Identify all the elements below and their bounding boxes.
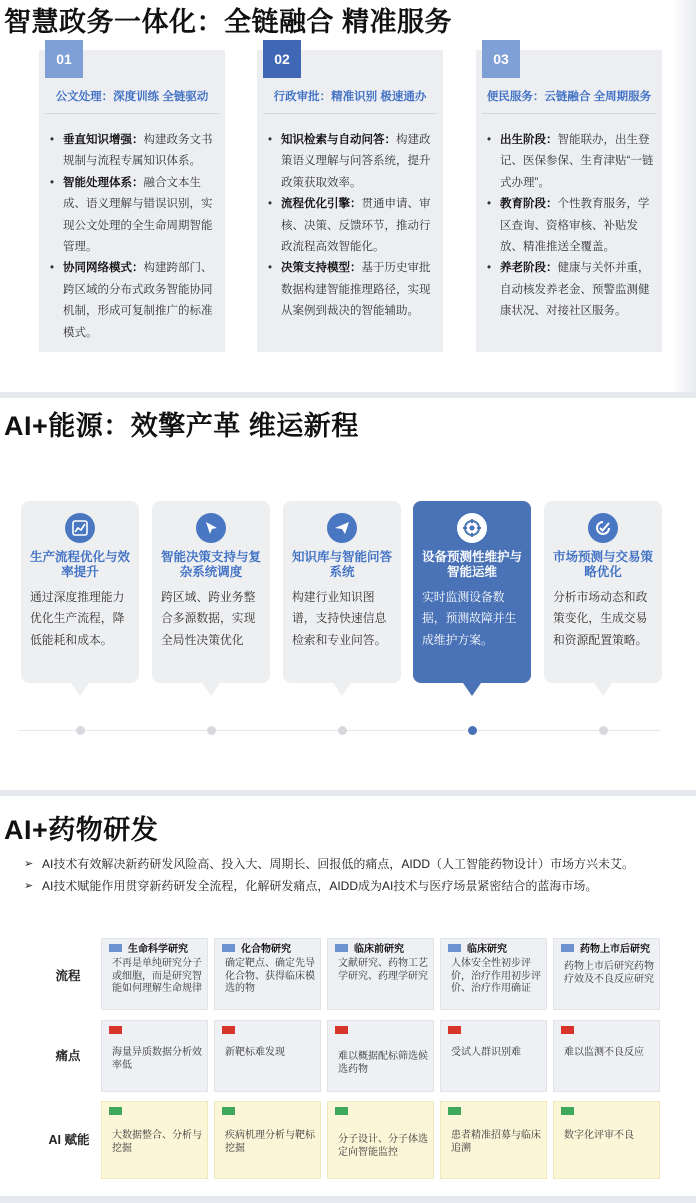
cell-text: 不再是单纯研究分子或细胞，而是研究智能如何理解生命规律 bbox=[112, 958, 202, 994]
timeline-dot[interactable] bbox=[76, 726, 85, 735]
timeline-dot-active[interactable] bbox=[468, 726, 477, 735]
cell-text: 数字化评审不良 bbox=[564, 1130, 634, 1141]
timeline-dot[interactable] bbox=[599, 726, 608, 735]
item-text: 贯通申请、审核、决策、反馈环节，推动行政流程高效智能化。 bbox=[281, 198, 431, 254]
ai-marker bbox=[561, 1107, 574, 1115]
drug-section bbox=[0, 796, 696, 1203]
list-item bbox=[50, 130, 217, 173]
ai-marker bbox=[222, 1107, 235, 1115]
item-text: 个性教育服务，学区查询、资格审核、补贴发放、精准推送全覆盖。 bbox=[500, 198, 650, 254]
pain-marker bbox=[335, 1026, 348, 1034]
table-cell-ai bbox=[327, 1101, 434, 1179]
pain-marker bbox=[561, 1026, 574, 1034]
stage-marker bbox=[448, 944, 461, 952]
table-cell-flow bbox=[101, 938, 208, 1010]
table-cell-pain bbox=[214, 1020, 321, 1092]
item-text: 融合文本生成、语义理解与错误识别，实现公文处理的全生命周期智能管理。 bbox=[63, 176, 213, 254]
card-title: 知识库与智能问答系统 bbox=[291, 550, 392, 579]
row-label-ai: AI 赋能 bbox=[48, 1133, 90, 1147]
card-number-badge: 02 bbox=[263, 40, 301, 78]
gauge-check-icon bbox=[588, 513, 618, 543]
cell-text: 药物上市后研究药物疗效及不良反应研究 bbox=[564, 961, 654, 985]
item-heading: 知识检索与自动问答： bbox=[281, 134, 396, 146]
energy-card-maintenance bbox=[413, 501, 531, 683]
item-text: 构建政策语义理解与问答系统，提升政策获取效率。 bbox=[281, 134, 431, 189]
divider bbox=[45, 113, 219, 114]
stage-marker bbox=[222, 944, 235, 952]
card-description: 实时监测设备数据，预测故障并生成维护方案。 bbox=[422, 590, 517, 647]
energy-section bbox=[0, 398, 696, 790]
timeline-dot[interactable] bbox=[207, 726, 216, 735]
card-title: 设备预测性维护与智能运维 bbox=[421, 550, 522, 579]
drug-section-title: AI+药物研发 bbox=[4, 815, 159, 845]
item-text: 基于历史审批数据构建智能推理路径，实现从案例到裁决的智能辅助。 bbox=[281, 262, 431, 318]
stage-marker bbox=[109, 944, 122, 952]
item-heading: 流程优化引擎： bbox=[281, 198, 362, 211]
pain-marker bbox=[448, 1026, 461, 1034]
divider bbox=[482, 113, 656, 114]
cell-text: 海量异质数据分析效率低 bbox=[112, 1047, 202, 1071]
gov-section-title: 智慧政务一体化：全链融合 精准服务 bbox=[4, 7, 453, 37]
ai-marker bbox=[109, 1107, 122, 1115]
table-cell-pain bbox=[101, 1020, 208, 1092]
list-item bbox=[487, 258, 654, 322]
timeline-dot[interactable] bbox=[338, 726, 347, 735]
divider bbox=[263, 113, 437, 114]
list-item bbox=[487, 194, 654, 258]
list-item bbox=[268, 194, 435, 258]
card-title: 市场预测与交易策略优化 bbox=[552, 550, 653, 579]
card-number-badge: 01 bbox=[45, 40, 83, 78]
card-pointer bbox=[463, 683, 481, 696]
stage-name: 生命科学研究 bbox=[128, 944, 188, 955]
chart-growth-icon bbox=[65, 513, 95, 543]
list-item: ➢ AI技术赋能作用贯穿新药研发全流程，化解研发痛点，AIDD成为AI技术与医疗场景紧密结合的蓝海市场。 bbox=[26, 875, 672, 897]
card-description: 构建行业知识图谱，支持快速信息检索和专业问答。 bbox=[292, 590, 387, 647]
card-pointer bbox=[333, 683, 351, 696]
card-description: 分析市场动态和政策变化，生成交易和资源配置策略。 bbox=[553, 590, 648, 647]
stage-name: 药物上市后研究 bbox=[580, 944, 650, 955]
table-cell-pain bbox=[553, 1020, 660, 1092]
item-heading: 决策支持模型： bbox=[281, 262, 362, 275]
energy-section-title: AI+能源：效擎产革 维运新程 bbox=[4, 411, 359, 441]
card-bullet-list bbox=[50, 130, 217, 344]
energy-card-market bbox=[544, 501, 662, 683]
ai-marker bbox=[448, 1107, 461, 1115]
item-heading: 出生阶段： bbox=[500, 134, 558, 146]
gov-section bbox=[0, 0, 696, 392]
card-description: 通过深度推理能力优化生产流程，降低能耗和成本。 bbox=[30, 590, 125, 647]
item-heading: 协同网络模式： bbox=[63, 262, 144, 275]
paper-plane-icon bbox=[327, 513, 357, 543]
cell-text: 受试人群识别难 bbox=[451, 1047, 521, 1058]
row-label-flow: 流程 bbox=[55, 969, 81, 983]
table-cell-ai bbox=[553, 1101, 660, 1179]
pain-marker bbox=[109, 1026, 122, 1034]
stage-marker bbox=[335, 944, 348, 952]
table-cell-flow bbox=[440, 938, 547, 1010]
card-title: 智能决策支持与复杂系统调度 bbox=[160, 550, 261, 579]
section-divider bbox=[0, 1196, 696, 1203]
list-item bbox=[50, 258, 217, 344]
gov-card-service bbox=[476, 50, 662, 352]
card-title: 行政审批：精准识别 极速通办 bbox=[273, 91, 427, 103]
card-title: 生产流程优化与效率提升 bbox=[29, 550, 130, 579]
item-heading: 养老阶段： bbox=[500, 262, 558, 275]
table-cell-flow bbox=[553, 938, 660, 1010]
table-cell-pain bbox=[440, 1020, 547, 1092]
ai-marker bbox=[335, 1107, 348, 1115]
table-cell-ai bbox=[101, 1101, 208, 1179]
card-pointer bbox=[594, 683, 612, 696]
energy-card-production bbox=[21, 501, 139, 683]
cell-text: 疾病机理分析与靶标挖掘 bbox=[225, 1130, 315, 1154]
list-item bbox=[487, 130, 654, 194]
card-title: 便民服务：云链融合 全周期服务 bbox=[486, 91, 652, 103]
card-number-badge: 03 bbox=[482, 40, 520, 78]
table-cell-ai bbox=[214, 1101, 321, 1179]
gov-card-document bbox=[39, 50, 225, 352]
edge-shadow bbox=[672, 0, 696, 392]
card-description: 跨区域、跨业务整合多源数据，实现全局性决策优化 bbox=[161, 590, 256, 647]
item-heading: 垂直知识增强： bbox=[63, 134, 144, 146]
row-label-pain: 痛点 bbox=[55, 1049, 81, 1063]
table-cell-ai bbox=[440, 1101, 547, 1179]
cell-text: 人体安全性初步评价，治疗作用初步评价、治疗作用确证 bbox=[451, 958, 541, 994]
list-item bbox=[268, 258, 435, 322]
item-text: 智能联办，出生登记、医保参保、生育津贴“一链式办理”。 bbox=[500, 134, 654, 189]
cell-text: 难以监测不良反应 bbox=[564, 1047, 644, 1058]
item-text: 健康与关怀并重，自动核发养老金、预警监测健康状况、对接社区服务。 bbox=[500, 262, 650, 318]
stage-name: 化合物研究 bbox=[241, 944, 291, 955]
table-cell-pain bbox=[327, 1020, 434, 1092]
card-pointer bbox=[71, 683, 89, 696]
compass-cursor-icon bbox=[196, 513, 226, 543]
energy-card-knowledge bbox=[283, 501, 401, 683]
list-item bbox=[268, 130, 435, 194]
cell-text: 确定靶点、确定先导化合物、获得临床模选的物 bbox=[225, 958, 315, 994]
card-pointer bbox=[202, 683, 220, 696]
list-item: ➢ AI技术有效解决新药研发风险高、投入大、周期长、回报低的痛点，AIDD（人工智能药物设计）市场方兴未艾。 bbox=[26, 853, 672, 875]
target-icon bbox=[457, 513, 487, 543]
cell-text: 分子设计、分子体选定向智能监控 bbox=[338, 1134, 428, 1158]
cell-text: 新靶标难发现 bbox=[225, 1047, 285, 1058]
card-bullet-list bbox=[487, 130, 654, 323]
gov-card-approval bbox=[257, 50, 443, 352]
stage-name: 临床研究 bbox=[467, 944, 507, 955]
energy-card-decision bbox=[152, 501, 270, 683]
item-text: 构建政务文书规制与流程专属知识体系。 bbox=[63, 134, 213, 168]
list-item bbox=[50, 173, 217, 259]
stage-marker bbox=[561, 944, 574, 952]
cell-text: 大数据整合、分析与挖掘 bbox=[112, 1130, 202, 1154]
drug-bullet-list bbox=[26, 853, 672, 897]
pain-marker bbox=[222, 1026, 235, 1034]
cell-text: 文献研究、药物工艺学研究、药理学研究 bbox=[338, 958, 428, 982]
card-bullet-list bbox=[268, 130, 435, 323]
item-heading: 智能处理体系： bbox=[63, 176, 144, 189]
cell-text: 难以概据配标筛选候选药物 bbox=[338, 1051, 428, 1075]
cell-text: 患者精准招募与临床追溯 bbox=[451, 1130, 541, 1154]
item-heading: 教育阶段： bbox=[500, 198, 558, 211]
item-text: 构建跨部门、跨区域的分布式政务智能协同机制，形成可复制推广的标准模式。 bbox=[63, 262, 213, 339]
table-cell-flow bbox=[327, 938, 434, 1010]
table-cell-flow bbox=[214, 938, 321, 1010]
card-title: 公文处理：深度训练 全链驱动 bbox=[55, 91, 209, 103]
stage-name: 临床前研究 bbox=[354, 944, 404, 955]
